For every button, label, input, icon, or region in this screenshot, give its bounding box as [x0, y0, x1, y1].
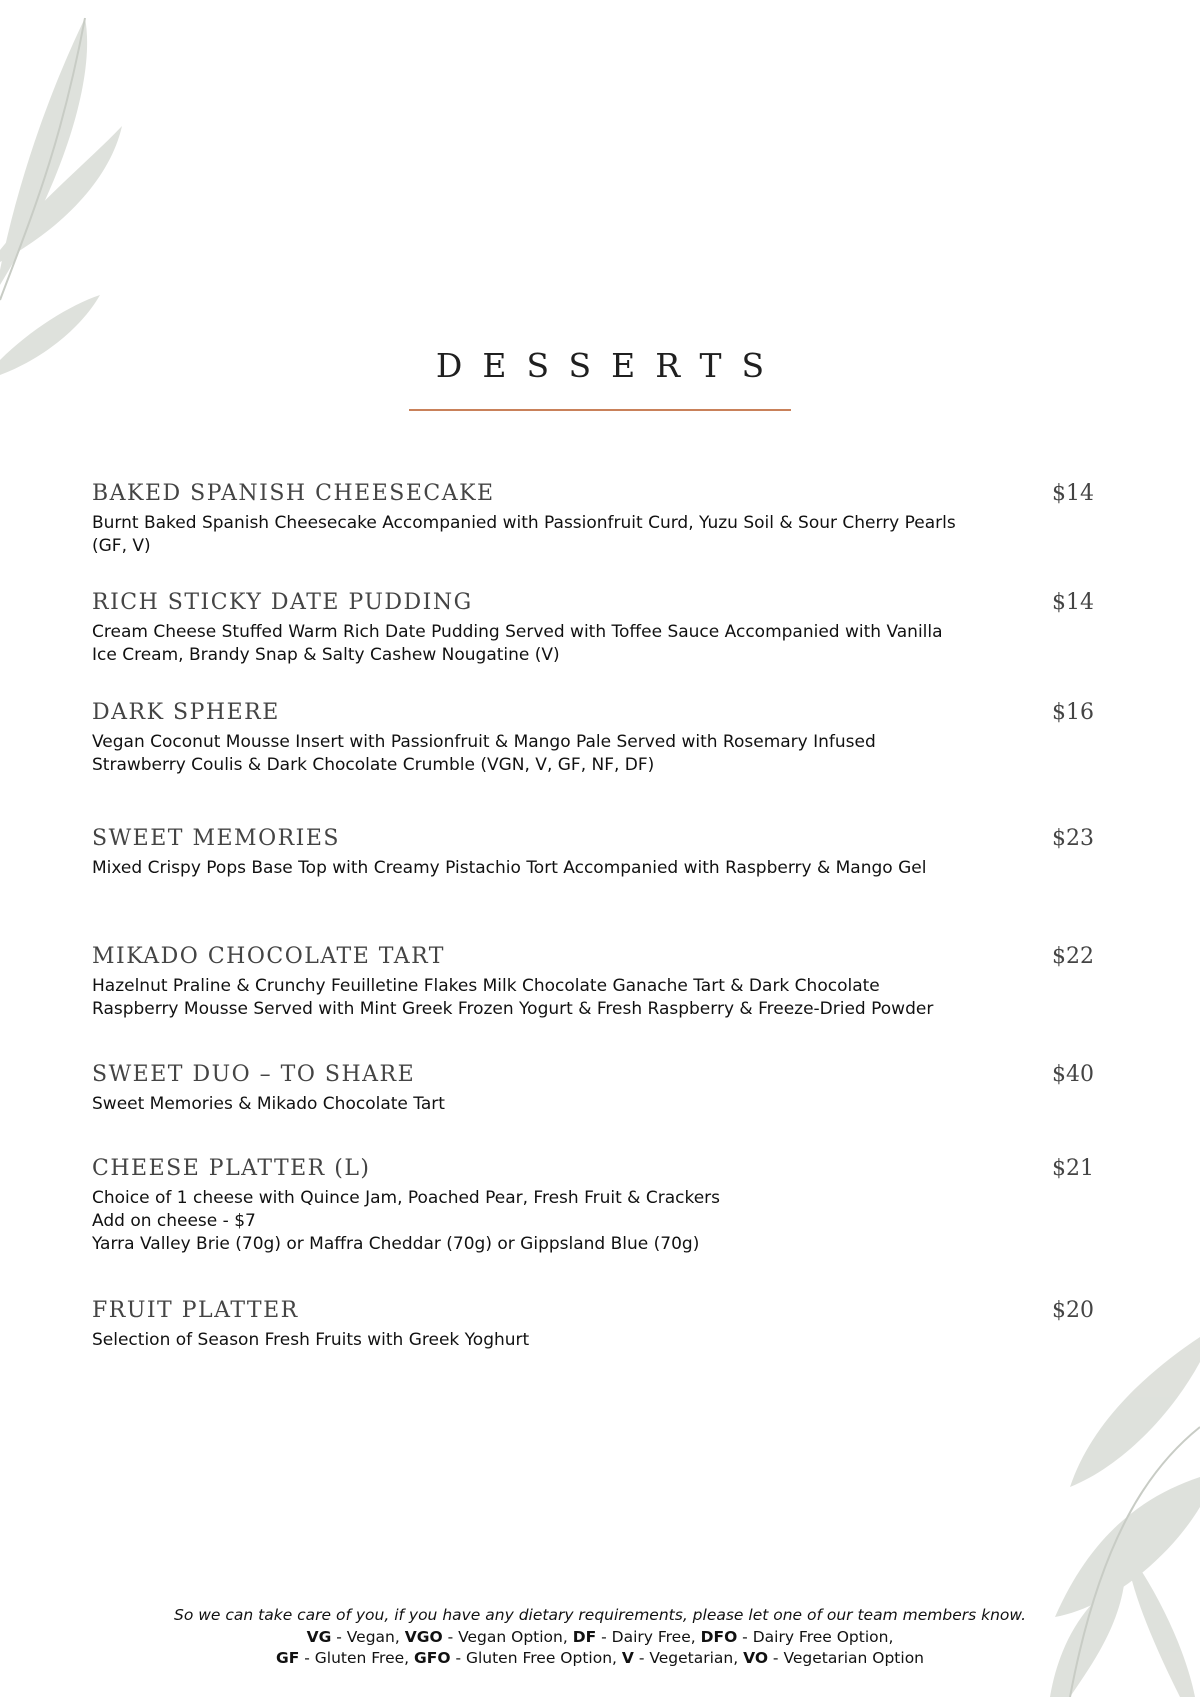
description-line: Hazelnut Praline & Crunchy Feuilletine Flakes Milk Chocolate Ganache Tart & Dark Chocolate — [92, 976, 880, 996]
menu-item — [92, 1297, 1102, 1352]
legend-meaning: Vegan Option — [458, 1627, 563, 1646]
legend-code: VO — [743, 1649, 768, 1667]
item-price: $14 — [1052, 590, 1094, 615]
menu-item — [92, 1155, 1102, 1256]
item-description — [92, 975, 992, 1021]
legend-meaning: Dairy Free — [611, 1627, 691, 1646]
item-price: $16 — [1052, 700, 1094, 725]
description-line: Burnt Baked Spanish Cheesecake Accompanied with Passionfruit Curd, Yuzu Soil & Sour Cherry Pearls — [92, 513, 956, 533]
legend-meaning: Vegan — [346, 1627, 395, 1646]
leaf-decoration-top-left — [0, 0, 150, 400]
item-description — [92, 1093, 992, 1116]
description-line: Ice Cream, Brandy Snap & Salty Cashew Nougatine (V) — [92, 645, 560, 665]
item-name: RICH STICKY DATE PUDDING — [92, 590, 473, 615]
description-line: Vegan Coconut Mousse Insert with Passionfruit & Mango Pale Served with Rosemary Infused — [92, 732, 876, 752]
legend-code: VG — [306, 1627, 332, 1646]
item-price: $20 — [1052, 1298, 1094, 1323]
item-price: $40 — [1052, 1062, 1094, 1087]
description-line: Sweet Memories & Mikado Chocolate Tart — [92, 1094, 445, 1114]
legend-code: DF — [572, 1627, 597, 1646]
item-description — [92, 1187, 992, 1256]
legend-meaning: Dairy Free Option — [752, 1627, 889, 1646]
item-description — [92, 1329, 992, 1352]
item-name: BAKED SPANISH CHEESECAKE — [92, 481, 495, 506]
item-name: SWEET DUO – TO SHARE — [92, 1062, 416, 1087]
description-line: (GF, V) — [92, 536, 151, 556]
description-line: Raspberry Mousse Served with Mint Greek Frozen Yogurt & Fresh Raspberry & Freeze-Dried Powder — [92, 999, 934, 1019]
legend-meaning: Vegetarian — [649, 1649, 734, 1667]
item-description — [92, 857, 992, 880]
legend-code: GF — [275, 1649, 300, 1667]
dietary-note: So we can take care of you, if you have any dietary requirements, please let one of our team members know. — [173, 1606, 1026, 1624]
legend-meaning: Gluten Free Option — [465, 1649, 613, 1667]
title-underline — [409, 409, 791, 411]
item-price: $22 — [1052, 944, 1094, 969]
item-name: FRUIT PLATTER — [92, 1298, 299, 1323]
menu-item — [92, 480, 1102, 558]
page-title: DESSERTS — [435, 346, 785, 385]
legend-code: VGO — [404, 1627, 443, 1646]
description-line: Mixed Crispy Pops Base Top with Creamy Pistachio Tort Accompanied with Raspberry & Mango Gel — [92, 858, 927, 878]
legend-meaning: Gluten Free — [314, 1649, 405, 1667]
item-price: $21 — [1052, 1156, 1094, 1181]
legend-code: GFO — [414, 1649, 451, 1667]
description-line: Add on cheese - $7 — [92, 1211, 256, 1231]
item-name: DARK SPHERE — [92, 700, 280, 725]
description-line: Choice of 1 cheese with Quince Jam, Poached Pear, Fresh Fruit & Crackers — [92, 1188, 721, 1208]
item-name: MIKADO CHOCOLATE TART — [92, 944, 445, 969]
description-line: Cream Cheese Stuffed Warm Rich Date Pudding Served with Toffee Sauce Accompanied with Vanilla — [92, 622, 943, 642]
dietary-legend-line-2: GF - Gluten Free, GFO - Gluten Free Option, V - Vegetarian, VO - Vegetarian Option — [275, 1649, 924, 1667]
description-line: Selection of Season Fresh Fruits with Greek Yoghurt — [92, 1330, 530, 1350]
item-description — [92, 621, 992, 667]
menu-item — [92, 943, 1102, 1021]
menu-item — [92, 589, 1102, 667]
item-description — [92, 512, 992, 558]
dietary-footer — [0, 1605, 1200, 1670]
item-price: $14 — [1052, 481, 1094, 506]
item-name: CHEESE PLATTER (L) — [92, 1156, 371, 1181]
menu-item — [92, 1061, 1102, 1116]
dietary-legend-line-1: VG - Vegan, VGO - Vegan Option, DF - Dairy Free, DFO - Dairy Free Option, — [306, 1627, 894, 1646]
description-line: Strawberry Coulis & Dark Chocolate Crumble (VGN, V, GF, NF, DF) — [92, 755, 655, 775]
legend-code: V — [621, 1649, 634, 1667]
legend-meaning: Vegetarian Option — [783, 1649, 924, 1667]
description-line: Yarra Valley Brie (70g) or Maffra Cheddar (70g) or Gippsland Blue (70g) — [92, 1234, 700, 1254]
menu-item — [92, 825, 1102, 880]
legend-code: DFO — [700, 1627, 738, 1646]
menu-item — [92, 699, 1102, 777]
item-name: SWEET MEMORIES — [92, 826, 341, 851]
item-description — [92, 731, 992, 777]
item-price: $23 — [1052, 826, 1094, 851]
